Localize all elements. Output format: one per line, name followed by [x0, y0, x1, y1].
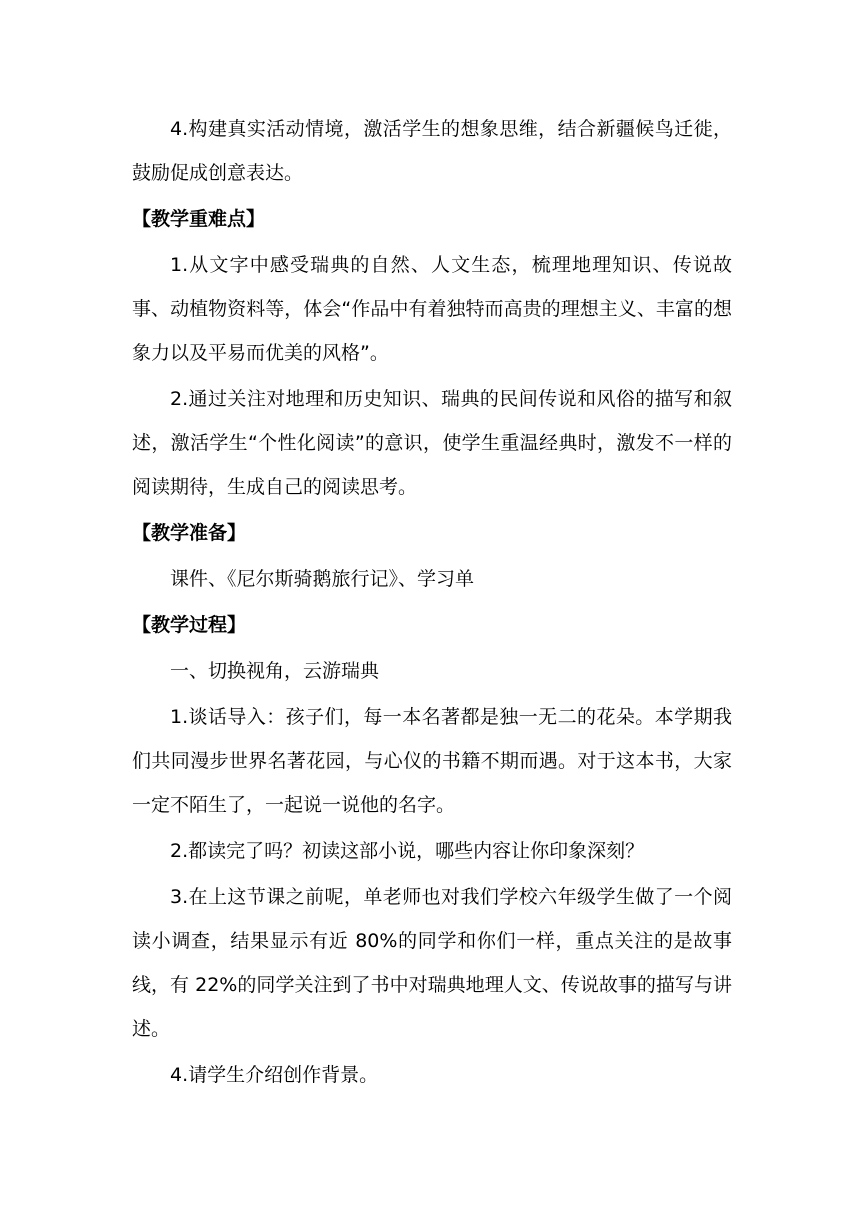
paragraph-key-point-1: 1.从文字中感受瑞典的自然、人文生态，梳理地理知识、传说故事、动植物资料等，体会“作品中有着独特而高贵的理想主义、丰富的想象力以及平易而优美的风格”。 — [132, 254, 732, 364]
paragraph-process-step-4: 4.请学生介绍创作背景。 — [170, 1064, 379, 1086]
paragraph-preparation-items: 课件、《尼尔斯骑鹅旅行记》、学习单 — [170, 568, 475, 590]
section-heading-process: 【教学过程】 — [132, 614, 247, 636]
paragraph-process-part-1-title: 一、切换视角，云游瑞典 — [170, 660, 380, 682]
paragraph-process-step-1: 1.谈话导入：孩子们，每一本名著都是独一无二的花朵。本学期我们共同漫步世界名著花园，与心仪的书籍不期而遇。对于这本书，大家一定不陌生了，一起说一说他的名字。 — [132, 706, 732, 816]
paragraph-process-step-3: 3.在上这节课之前呢，单老师也对我们学校六年级学生做了一个阅读小调查，结果显示有近 80%的同学和你们一样，重点关注的是故事线，有 22%的同学关注到了书中对瑞典地理人文、传说故事的描写与讲述。 — [132, 886, 732, 1040]
section-heading-preparation: 【教学准备】 — [132, 522, 247, 544]
section-heading-key-points: 【教学重难点】 — [132, 208, 266, 230]
paragraph-process-step-2: 2.都读完了吗？初读这部小说，哪些内容让你印象深刻？ — [170, 840, 645, 862]
paragraph-objective-4: 4.构建真实活动情境，激活学生的想象思维，结合新疆候鸟迁徙，鼓励促成创意表达。 — [132, 118, 732, 184]
paragraph-key-point-2: 2.通过关注对地理和历史知识、瑞典的民间传说和风俗的描写和叙述，激活学生“个性化阅读”的意识，使学生重温经典时，激发不一样的阅读期待，生成自己的阅读思考。 — [132, 388, 732, 498]
document-page — [132, 107, 732, 1097]
